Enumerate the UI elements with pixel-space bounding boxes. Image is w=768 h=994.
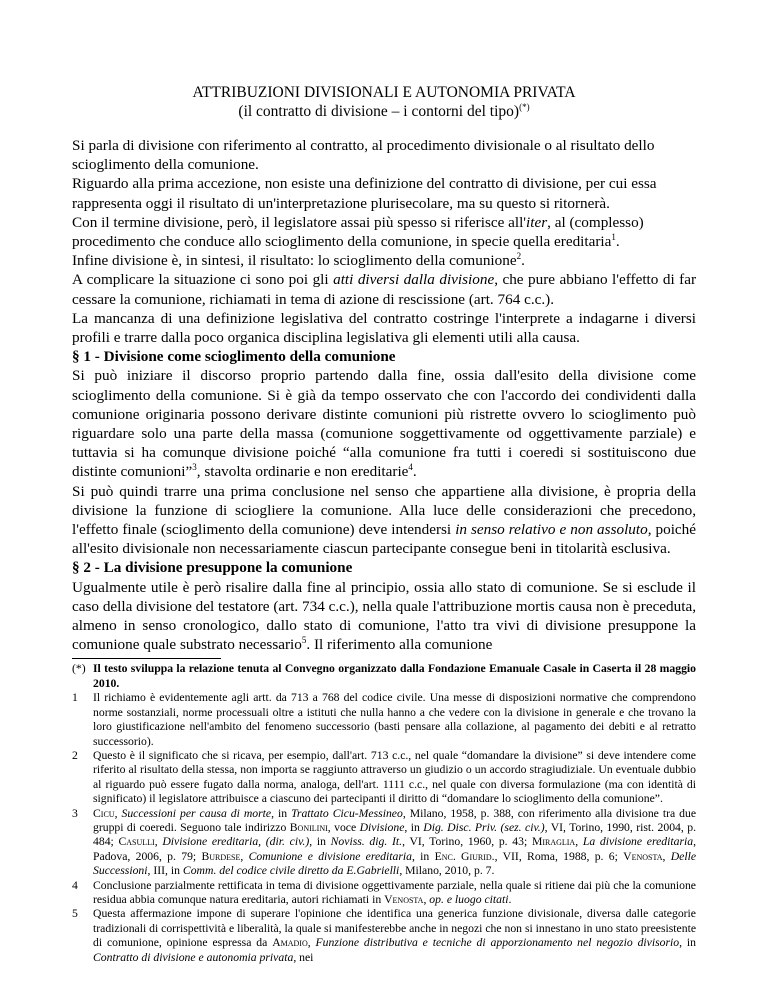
text-run: Conclusione parzialmente rettificata in tema di divisione oggettivamente parziale, nella quale si ritiene dai più che la comunione residua abbia comunque natura ereditaria, autori richiamati in xyxy=(93,878,696,906)
text-run: . Il riferimento alla comunione xyxy=(306,636,493,654)
text-run: , al (complesso) procedimento che conduce allo scioglimento della comunione, in specie quella ereditaria xyxy=(72,213,644,251)
work-title: Trattato Cicu-Messineo xyxy=(291,806,403,820)
footnote-4 xyxy=(72,879,696,908)
author-name: Burdese xyxy=(201,849,241,863)
text-run: , VI, Torino, 1960, p. 43; xyxy=(402,835,532,849)
author-name: Casulli xyxy=(118,835,155,849)
author-name: Venosta xyxy=(623,849,663,863)
section-heading-1: § 1 - Divisione come scioglimento della comunione xyxy=(72,348,396,366)
footnote-text xyxy=(93,807,696,879)
text-run: Si può quindi trarre una prima conclusione nel senso che appartiene alla divisione, è propria della divisione la funzione di sciogliere la comunione. Alla luce delle considerazioni che precedono, l'effetto finale (scioglimento della comunione) deve intendersi xyxy=(72,482,696,539)
work-title: Enc. Giurid. xyxy=(434,849,495,863)
text-run: . xyxy=(508,892,512,906)
text-run: , Milano, 1958, p. 388, con riferimento alla divisione tra due gruppi di coeredi. Seguono tale indirizzo xyxy=(93,806,697,834)
text-run: , voce xyxy=(327,820,360,834)
footnote-2 xyxy=(72,749,696,807)
work-title: Funzione distributiva e tecniche di apporzionamento nel negozio divisorio xyxy=(315,936,680,950)
paragraph xyxy=(72,482,696,559)
work-title: Dig. Disc. Priv. (sez. civ.) xyxy=(423,820,545,834)
work-title: Divisione xyxy=(359,820,405,834)
text-run: , xyxy=(423,892,430,906)
footnote-number: 4 xyxy=(72,878,78,892)
footnote-1 xyxy=(72,691,696,749)
subtitle-footnote-mark[interactable]: (*) xyxy=(519,101,530,112)
footnote-ref-3[interactable]: 3 xyxy=(192,462,197,473)
text-run: , poiché all'esito divisionale non necessariamente ciascun partecipante consegue beni in titolarità esclusiva. xyxy=(72,521,697,558)
footnote-text xyxy=(93,879,696,908)
text-run: , in xyxy=(411,849,435,863)
italic-run: iter xyxy=(526,213,548,231)
text-run: , nei xyxy=(293,950,314,964)
footnote-number: 1 xyxy=(72,691,78,705)
work-title: Delle Successioni xyxy=(93,849,697,878)
italic-run: op. e luogo citati xyxy=(429,892,509,906)
footnote-ref-5[interactable]: 5 xyxy=(301,635,307,646)
text-run: , xyxy=(575,835,583,849)
footnote-star xyxy=(72,662,696,691)
section-heading-2: § 2 - La divisione presuppone la comunione xyxy=(72,559,353,577)
text-run: . xyxy=(412,463,417,481)
footnote-text: Il richiamo è evidentemente agli artt. da 713 a 768 del codice civile. Una messe di disposizioni normative che comprendono norme sostanziali, norme processuali oltre a istituti che nulla hanno a che vedere con la divisione in generale e che trovano la loro giustificazione nell'ambito del fenomeno successorio (basti pensare alla collazione, al pagamento dei debiti e al retratto successorio). xyxy=(93,691,696,748)
text-run: . xyxy=(521,252,525,270)
text-run: , in xyxy=(679,936,697,950)
text-run: Questa affermazione impone di superare l'opinione che identifica una generica funzione divisionale, diversa dalle categorie tradizionali di corrispettività e liberalità, la quale si manifesterebbe anche in negozi che non si innestano in uno stato preesistente di comunione, opinione espressa da xyxy=(93,907,697,950)
footnote-number: 2 xyxy=(72,748,78,762)
document-body xyxy=(72,136,696,654)
paragraph: La mancanza di una definizione legislativa del contratto costringe l'interprete a indagarne i diversi profili e trarre dalla poco organica disciplina legislativa gli elementi utili alla causa. xyxy=(72,309,696,347)
text-run: , Milano, 2010, p. 7. xyxy=(399,864,495,878)
document-page xyxy=(72,0,696,965)
document-subtitle xyxy=(72,102,696,121)
text-run: , xyxy=(114,806,122,820)
text-run: Ugualmente utile è però risalire dalla fine al principio, ossia allo stato di comunione. Se si esclude il caso della divisione del testatore (art. 734 c.c.), nella quale l'attribuzione mortis causa non è preceduta, almeno in senso cronologico, dallo stato di comunione, l'atto tra vivi di divisione presuppone la comunione quale substrato necessario xyxy=(72,578,696,654)
footnote-number: (*) xyxy=(72,662,86,676)
work-title: Noviss. dig. It. xyxy=(330,835,403,849)
subtitle-text: (il contratto di divisione – i contorni del tipo) xyxy=(238,103,520,120)
text-run: , che pure abbiano l'effetto di far cessare la comunione, richiamati in tema di azione di rescissione (art. 764 c.c.). xyxy=(72,271,697,308)
paragraph: Si parla di divisione con riferimento al contratto, al procedimento divisionale o al risultato dello scioglimento della comunione. xyxy=(72,137,655,174)
text-run: , in xyxy=(404,820,424,834)
footnote-number: 3 xyxy=(72,806,78,820)
work-title: Comm. del codice civile diretto da E.Gabrielli xyxy=(182,864,400,878)
text-run: , Padova, 2006, p. 79; xyxy=(93,835,697,863)
text-run: , in xyxy=(271,806,292,820)
text-run: , xyxy=(154,835,163,849)
work-title: Successioni per causa di morte xyxy=(121,806,272,820)
footnote-ref-4[interactable]: 4 xyxy=(408,462,413,473)
text-run: , xyxy=(662,849,671,863)
text-run: , VI, Torino, 1990, rist. 2004, p. 484; xyxy=(93,820,697,849)
text-run: . xyxy=(615,233,620,251)
text-run: Infine divisione è, in sintesi, il risultato: lo scioglimento della comunione xyxy=(72,252,517,270)
paragraph xyxy=(72,366,696,481)
paragraph xyxy=(72,270,696,308)
work-title: La divisione ereditaria xyxy=(582,835,694,849)
text-run: , xyxy=(240,849,249,863)
paragraph: Riguardo alla prima accezione, non esiste una definizione del contratto di divisione, per cui essa rappresenta oggi il risultato di un'interpretazione plurisecolare, ma su questo si ritornerà. xyxy=(72,175,657,212)
author-name: Amadio xyxy=(272,936,308,950)
footnote-number: 5 xyxy=(72,907,78,921)
author-name: Cicu xyxy=(93,806,115,820)
text-run: , xyxy=(307,936,316,950)
document-title: ATTRIBUZIONI DIVISIONALI E AUTONOMIA PRIVATA xyxy=(192,84,576,101)
footnote-3 xyxy=(72,807,696,879)
footnote-5 xyxy=(72,907,696,965)
paragraph xyxy=(72,578,696,655)
footnote-ref-2[interactable]: 2 xyxy=(516,251,522,262)
footnote-text: Il testo sviluppa la relazione tenuta al Convegno organizzato dalla Fondazione Emanuale Casale in Caserta il 28 maggio 2010. xyxy=(93,662,696,690)
footnote-text xyxy=(93,907,696,965)
footnote-separator xyxy=(72,658,221,659)
author-name: Bonilini xyxy=(289,820,328,834)
author-name: Miraglia xyxy=(531,835,576,849)
footnote-ref-1[interactable]: 1 xyxy=(611,231,616,242)
paragraph xyxy=(72,251,696,270)
text-run: A complicare la situazione ci sono poi gli xyxy=(72,271,334,289)
text-run: Si può iniziare il discorso proprio partendo dalla fine, ossia dall'esito della divisione come scioglimento della comunione. Si è già da tempo osservato che con l'accordo dei condividenti dalla comunione originaria possono derivare distinte comunioni più ristrette ovvero lo scioglimento può riguardare solo una parte della massa (comunione soggettivamente od oggettivamente parziale) e tuttavia si ha comunque divisione poiché “alla comunione fra tutti i coeredi si sostituiscono due distinte comunioni” xyxy=(72,367,696,481)
paragraph xyxy=(72,213,696,251)
author-name: Venosta xyxy=(384,892,424,906)
text-run: Con il termine divisione, però, il legislatore assai più spesso si riferisce all' xyxy=(72,213,527,231)
work-title: Divisione ereditaria, (dir. civ.) xyxy=(162,835,310,849)
work-title: Comunione e divisione ereditaria xyxy=(248,849,412,863)
italic-run: in senso relativo e non assoluto xyxy=(455,521,648,539)
text-run: , III, in xyxy=(147,864,183,878)
footnote-text: Questo è il significato che si ricava, per esempio, dall'art. 713 c.c., nel quale “domandare la divisione” si deve intendere come riferito al risultato della stessa, non importa se raggiunto attraverso un giudizio o un accordo stragiudiziale. Un eventuale dubbio al riguardo può essere fugato dalla norma, analoga, dell'art. 1111 c.c., nel quale con diversa formulazione (ma con identità di significato) il legislatore attribuisce a ciascuno dei partecipanti il diritto di “domandare lo scioglimento della comunione”. xyxy=(93,748,696,806)
italic-run: atti diversi dalla divisione xyxy=(333,271,495,289)
work-title: Contratto di divisione e autonomia privata xyxy=(93,950,294,964)
footnotes xyxy=(72,662,696,965)
text-run: , VII, Roma, 1988, p. 6; xyxy=(494,849,624,863)
text-run: , in xyxy=(309,835,331,849)
text-run: , stavolta ordinarie e non ereditarie xyxy=(196,463,409,481)
